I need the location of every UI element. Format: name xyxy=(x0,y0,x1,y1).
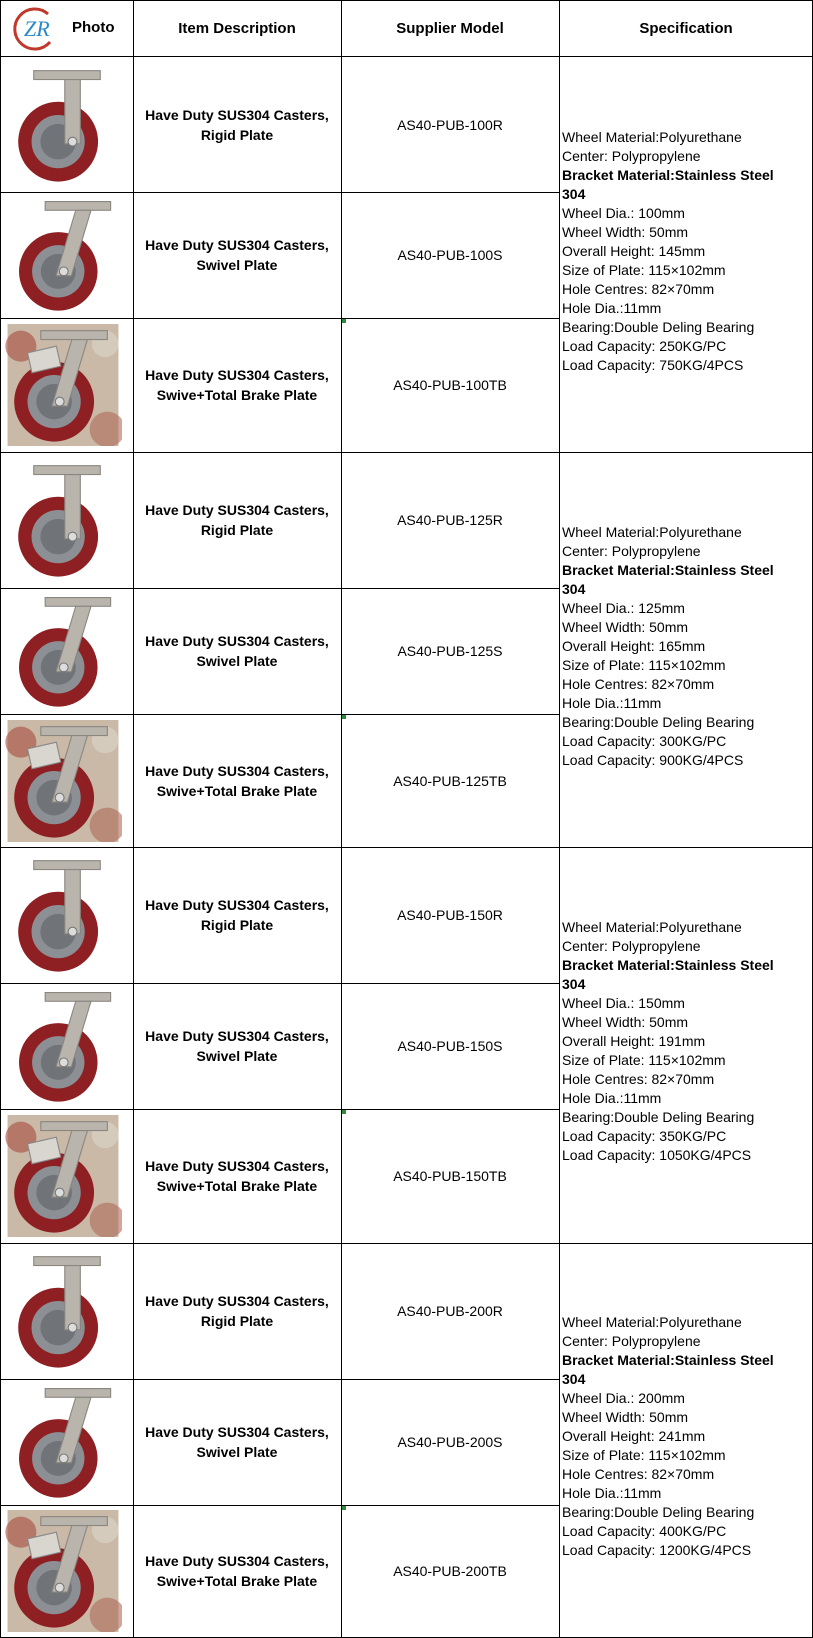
spec-line: Load Capacity: 300KG/PC xyxy=(562,733,727,749)
item-description-line: Have Duty SUS304 Casters, xyxy=(145,367,329,383)
spec-line: Load Capacity: 250KG/PC xyxy=(562,338,727,354)
spec-line: Wheel Width: 50mm xyxy=(562,1409,689,1425)
item-description-line: Rigid Plate xyxy=(200,1313,274,1329)
spec-line: Overall Height: 145mm xyxy=(562,243,706,259)
item-description-line: Have Duty SUS304 Casters, xyxy=(145,502,329,518)
spec-line: Load Capacity: 350KG/PC xyxy=(562,1128,727,1144)
specification-block xyxy=(559,918,812,1165)
item-description xyxy=(133,57,341,192)
header-photo-cell xyxy=(0,0,133,57)
item-description-line: Swive+Total Brake Plate xyxy=(156,1573,318,1589)
company-logo xyxy=(10,4,60,54)
supplier-model: AS40-PUB-125TB xyxy=(393,772,507,789)
item-description-line: Swive+Total Brake Plate xyxy=(156,782,318,799)
cell-comment-marker xyxy=(342,319,346,323)
item-description xyxy=(133,318,341,452)
caster-photo xyxy=(8,64,126,191)
cell-comment-marker xyxy=(342,1110,346,1114)
spec-line: Bracket Material:Stainless Steel xyxy=(562,1352,774,1368)
item-description xyxy=(133,588,341,714)
item-description xyxy=(133,847,341,983)
grid-row-line xyxy=(0,588,560,589)
svg-text:ZR: ZR xyxy=(24,16,50,41)
spec-line: Wheel Dia.: 125mm xyxy=(562,600,685,616)
item-description-line: Have Duty SUS304 Casters, xyxy=(145,897,329,913)
spec-line: Size of Plate: 115×102mm xyxy=(562,657,726,673)
header-specification: Specification xyxy=(639,20,733,37)
spec-line: Bearing:Double Deling Bearing xyxy=(562,1109,755,1125)
item-description-line: Rigid Plate xyxy=(200,522,274,538)
grid-row-line xyxy=(0,1109,560,1110)
spec-line: Hole Centres: 82×70mm xyxy=(562,281,715,297)
grid-column-line xyxy=(133,0,134,1638)
spec-line: Overall Height: 191mm xyxy=(562,1033,706,1049)
spec-line: Wheel Material:Polyurethane xyxy=(562,524,742,540)
spec-line: Bearing:Double Deling Bearing xyxy=(562,714,755,730)
item-description-line: Swivel Plate xyxy=(196,1048,278,1064)
spec-line: Hole Centres: 82×70mm xyxy=(562,1466,715,1482)
supplier-model: AS40-PUB-200S xyxy=(397,1434,503,1450)
grid-row-line xyxy=(0,1505,560,1506)
grid-column-line xyxy=(341,0,342,1638)
specification-block xyxy=(559,128,812,375)
spec-line: Wheel Width: 50mm xyxy=(562,224,689,240)
item-description-line: Swive+Total Brake Plate xyxy=(156,387,318,403)
item-description xyxy=(133,1505,341,1637)
item-description-line: Swivel Plate xyxy=(196,653,278,669)
grid-column-line xyxy=(0,0,1,1638)
item-description-line: Swive+Total Brake Plate xyxy=(156,1178,318,1194)
caster-photo xyxy=(4,720,122,847)
caster-photo xyxy=(4,1115,122,1242)
caster-photo xyxy=(8,986,126,1111)
spec-line: Center: Polypropylene xyxy=(562,938,701,954)
item-description-line: Have Duty SUS304 Casters, xyxy=(145,237,329,253)
spec-line: 304 xyxy=(562,581,586,597)
item-description-line: Have Duty SUS304 Casters, xyxy=(145,1158,329,1174)
grid-row-line xyxy=(0,983,560,984)
header-supplier-model: Supplier Model xyxy=(396,20,504,37)
caster-photo xyxy=(8,459,126,586)
supplier-model: AS40-PUB-150S xyxy=(397,1038,503,1054)
spec-line: Center: Polypropylene xyxy=(562,543,701,559)
spec-line: Load Capacity: 900KG/4PCS xyxy=(562,752,744,768)
spec-line: Hole Centres: 82×70mm xyxy=(562,1071,715,1087)
spec-line: Wheel Width: 50mm xyxy=(562,619,689,635)
spec-line: Wheel Dia.: 200mm xyxy=(562,1390,685,1406)
spec-line: Hole Dia.:11mm xyxy=(562,1485,662,1501)
item-description xyxy=(133,714,341,847)
supplier-model: AS40-PUB-150R xyxy=(397,907,503,923)
spec-line: Load Capacity: 750KG/4PCS xyxy=(562,357,744,373)
supplier-model: AS40-PUB-200TB xyxy=(393,1563,507,1579)
caster-photo xyxy=(8,591,126,716)
spec-line: 304 xyxy=(562,186,586,202)
spec-line: Bracket Material:Stainless Steel xyxy=(562,957,774,973)
item-description-line: Have Duty SUS304 Casters, xyxy=(145,1424,329,1440)
spec-line: Bearing:Double Deling Bearing xyxy=(562,1504,755,1520)
item-description xyxy=(133,1243,341,1379)
caster-photo xyxy=(8,195,126,320)
item-description-line: Have Duty SUS304 Casters, xyxy=(145,633,329,649)
grid-row-line xyxy=(0,0,813,1)
spec-line: Hole Dia.:11mm xyxy=(562,300,662,316)
item-description-line: Have Duty SUS304 Casters, xyxy=(145,1028,329,1044)
caster-photo xyxy=(4,1510,122,1637)
header-photo: Photo xyxy=(72,19,115,36)
supplier-model: AS40-PUB-100S xyxy=(397,247,503,263)
supplier-model: AS40-PUB-200R xyxy=(397,1303,503,1319)
spec-line: Load Capacity: 1200KG/4PCS xyxy=(562,1542,752,1558)
spec-line: Hole Centres: 82×70mm xyxy=(562,676,715,692)
supplier-model: AS40-PUB-125R xyxy=(397,512,503,528)
grid-row-line xyxy=(0,1243,813,1244)
spec-line: Wheel Dia.: 100mm xyxy=(562,205,685,221)
spec-line: Load Capacity: 400KG/PC xyxy=(562,1523,727,1539)
supplier-model: AS40-PUB-100R xyxy=(397,116,503,133)
caster-photo xyxy=(4,324,122,451)
item-description-line: Swivel Plate xyxy=(196,1444,278,1460)
item-description-line: Have Duty SUS304 Casters, xyxy=(145,1553,329,1569)
spec-line: Size of Plate: 115×102mm xyxy=(562,1447,726,1463)
spec-line: Wheel Material:Polyurethane xyxy=(562,129,742,145)
grid-row-line xyxy=(0,1379,560,1380)
spec-line: Bracket Material:Stainless Steel xyxy=(562,562,774,578)
item-description xyxy=(133,983,341,1109)
spec-line: Center: Polypropylene xyxy=(562,1333,701,1349)
grid-row-line xyxy=(0,56,813,57)
spec-line: Size of Plate: 115×102mm xyxy=(562,1052,726,1068)
supplier-model: AS40-PUB-100TB xyxy=(393,377,507,393)
header-item-description: Item Description xyxy=(178,20,296,37)
item-description-line: Have Duty SUS304 Casters, xyxy=(145,762,329,779)
spec-line: Size of Plate: 115×102mm xyxy=(562,262,726,278)
grid-row-line xyxy=(0,847,813,848)
item-description-line: Rigid Plate xyxy=(200,126,274,143)
item-description-line: Rigid Plate xyxy=(200,917,274,933)
item-description xyxy=(133,452,341,588)
item-description xyxy=(133,1109,341,1243)
supplier-model: AS40-PUB-150TB xyxy=(393,1168,507,1184)
grid-column-line xyxy=(559,0,560,1638)
item-description-line: Swivel Plate xyxy=(196,257,278,273)
spec-line: Center: Polypropylene xyxy=(562,148,701,164)
grid-row-line xyxy=(0,714,560,715)
spec-line: Hole Dia.:11mm xyxy=(562,695,662,711)
spec-line: Wheel Material:Polyurethane xyxy=(562,919,742,935)
item-description xyxy=(133,192,341,318)
specification-block xyxy=(559,1313,812,1560)
spec-line: Load Capacity: 1050KG/4PCS xyxy=(562,1147,752,1163)
caster-photo xyxy=(8,854,126,981)
spec-line: Wheel Material:Polyurethane xyxy=(562,1314,742,1330)
supplier-model: AS40-PUB-125S xyxy=(397,643,503,659)
spec-line: Hole Dia.:11mm xyxy=(562,1090,662,1106)
spec-line: Overall Height: 241mm xyxy=(562,1428,706,1444)
item-description-line: Have Duty SUS304 Casters, xyxy=(145,1293,329,1309)
grid-row-line xyxy=(0,192,560,193)
spec-line: Wheel Width: 50mm xyxy=(562,1014,689,1030)
spec-line: 304 xyxy=(562,976,586,992)
spec-line: 304 xyxy=(562,1371,586,1387)
caster-photo xyxy=(8,1250,126,1377)
specification-block xyxy=(559,523,812,770)
cell-comment-marker xyxy=(342,1506,346,1510)
spec-line: Bracket Material:Stainless Steel xyxy=(562,167,774,183)
spec-line: Wheel Dia.: 150mm xyxy=(562,995,685,1011)
grid-row-line xyxy=(0,452,813,453)
grid-row-line xyxy=(0,318,560,319)
cell-comment-marker xyxy=(342,715,346,719)
spec-line: Overall Height: 165mm xyxy=(562,638,706,654)
caster-photo xyxy=(8,1382,126,1507)
item-description xyxy=(133,1379,341,1505)
item-description-line: Have Duty SUS304 Casters, xyxy=(145,106,329,123)
spec-line: Bearing:Double Deling Bearing xyxy=(562,319,755,335)
